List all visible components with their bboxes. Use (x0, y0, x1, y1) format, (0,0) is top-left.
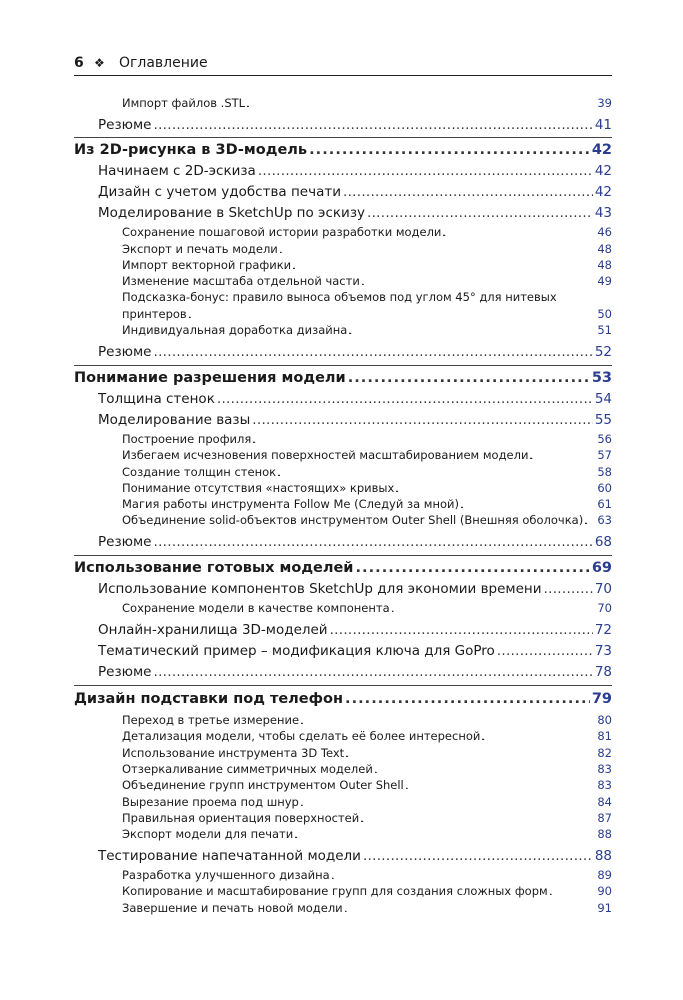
toc-title: Использование компонентов SketchUp для экономии времени (98, 581, 542, 597)
toc-title: Экспорт и печать модели (122, 242, 278, 256)
dot-leader (355, 560, 589, 576)
dot-leader (309, 142, 590, 158)
dot-leader (363, 848, 593, 864)
toc-page: 42 (594, 163, 612, 179)
toc-page: 48 (597, 258, 612, 272)
toc-title: Резюме (98, 344, 152, 360)
toc-page: 53 (591, 370, 612, 386)
toc-page: 63 (597, 513, 612, 527)
dot-leader (392, 601, 596, 615)
running-title: Оглавление (119, 55, 208, 71)
toc-title: Сохранение модели в качестве компонента (122, 601, 390, 615)
toc-page: 69 (591, 560, 612, 576)
toc-page: 39 (597, 96, 612, 110)
toc-page: 54 (594, 391, 612, 407)
dot-leader (332, 868, 596, 882)
toc-title: Резюме (98, 534, 152, 550)
toc-entry[interactable] (98, 664, 612, 682)
dot-leader (345, 691, 590, 707)
toc-entry[interactable] (122, 884, 612, 902)
toc-title: Объединение групп инструментом Outer Shell (122, 778, 404, 792)
dot-leader (301, 713, 595, 727)
chapter-rule (74, 685, 612, 686)
toc-chapter[interactable] (74, 142, 612, 160)
dot-leader (295, 827, 595, 841)
dot-leader (153, 534, 592, 550)
toc-entry[interactable] (98, 184, 612, 202)
toc-title: Объединение solid-объектов инструментом Outer Shell (Внешняя оболочка) (122, 513, 584, 527)
toc-entry[interactable] (98, 117, 612, 135)
page-number: 6 (74, 55, 84, 71)
toc-entry[interactable] (122, 225, 612, 243)
toc-entry[interactable] (98, 848, 612, 866)
toc-title: Из 2D-рисунка в 3D-модель (74, 142, 308, 158)
dot-leader (293, 258, 595, 272)
toc-title: Завершение и печать новой модели (122, 901, 343, 915)
toc-page: 90 (597, 884, 612, 898)
toc-title: Понимание разрешения модели (74, 370, 346, 386)
toc-entry[interactable] (98, 534, 612, 552)
toc-page: 68 (594, 534, 612, 550)
dot-leader (217, 391, 593, 407)
toc-entry[interactable] (122, 601, 612, 619)
dot-leader (253, 432, 595, 446)
toc-page: 42 (591, 142, 612, 158)
dot-leader (278, 465, 595, 479)
toc-title: Сохранение пошаговой истории разработки модели (122, 225, 442, 239)
toc-title: Дизайн подставки под телефон (74, 691, 344, 707)
toc-page: 79 (591, 691, 612, 707)
toc-title: Индивидуальная доработка дизайна (122, 323, 348, 337)
header-rule (74, 75, 612, 76)
toc-entry[interactable] (98, 581, 612, 599)
toc-entry[interactable] (122, 778, 612, 796)
toc-title: Разработка улучшенного дизайна (122, 868, 330, 882)
dot-leader (153, 344, 592, 360)
dot-leader (343, 184, 593, 200)
toc-title: Магия работы инструмента Follow Me (Следуй за мной) (122, 497, 459, 511)
toc-title: Переход в третье измерение (122, 713, 300, 727)
toc-page: 70 (594, 581, 612, 597)
dot-leader (280, 242, 596, 256)
dot-leader (396, 481, 595, 495)
toc-page: 88 (594, 848, 612, 864)
dot-leader (345, 901, 596, 915)
toc-entry[interactable] (98, 163, 612, 181)
toc-title: Импорт файлов .STL (122, 96, 246, 110)
toc-title: Подсказка-бонус: правило выноса объемов под углом 45° для нитевых (122, 290, 557, 304)
toc-entry[interactable] (122, 96, 612, 114)
toc-title: Резюме (98, 664, 152, 680)
toc-page: 43 (594, 205, 612, 221)
toc-entry[interactable] (98, 391, 612, 409)
toc-page: 72 (594, 622, 612, 638)
toc-title: Онлайн-хранилища 3D-моделей (98, 622, 328, 638)
dot-leader (530, 448, 595, 462)
dot-leader (544, 581, 593, 597)
toc-entry[interactable] (98, 643, 612, 661)
toc-page: 80 (597, 713, 612, 727)
toc-title: Правильная ориентация поверхностей (122, 811, 360, 825)
chapter-rule (74, 365, 612, 366)
toc-title: Изменение масштаба отдельной части (122, 274, 360, 288)
toc-title: Копирование и масштабирование групп для создания сложных форм (122, 884, 548, 898)
dot-leader (375, 762, 596, 776)
dot-leader (361, 811, 595, 825)
dot-leader (258, 163, 593, 179)
dot-leader (153, 117, 592, 133)
dot-leader (497, 643, 593, 659)
dot-leader (189, 307, 596, 321)
dot-leader (367, 205, 593, 221)
toc-page: 88 (597, 827, 612, 841)
dot-leader (153, 664, 592, 680)
toc-page: 55 (594, 412, 612, 428)
toc-page: 73 (594, 643, 612, 659)
toc-entry[interactable] (122, 448, 612, 466)
chapter-rule (74, 137, 612, 138)
dot-leader (406, 778, 596, 792)
toc-page: 83 (597, 762, 612, 776)
toc-title: Толщина стенок (98, 391, 215, 407)
toc-page: 49 (597, 274, 612, 288)
toc-entry[interactable] (122, 323, 612, 341)
toc-chapter[interactable] (74, 560, 612, 578)
toc-chapter[interactable] (74, 691, 612, 709)
toc-title: Импорт векторной графики (122, 258, 292, 272)
toc-title: Понимание отсутствия «настоящих» кривых (122, 481, 395, 495)
running-header (74, 51, 612, 75)
toc-entry[interactable] (98, 344, 612, 362)
toc-title: Экспорт модели для печати (122, 827, 294, 841)
toc-page: 78 (594, 664, 612, 680)
toc-page: 41 (594, 117, 612, 133)
toc-title: Отзеркаливание симметричных моделей (122, 762, 373, 776)
dot-leader (247, 96, 595, 110)
dot-leader (443, 225, 595, 239)
toc-title: Детализация модели, чтобы сделать её более интересной (122, 729, 481, 743)
dot-leader (348, 370, 590, 386)
toc-title: Избегаем исчезновения поверхностей масштабированием модели (122, 448, 529, 462)
toc-title: Тематический пример – модификация ключа для GoPro (98, 643, 495, 659)
toc-entry[interactable] (98, 622, 612, 640)
toc-page: 84 (597, 795, 612, 809)
toc-entry[interactable] (122, 827, 612, 845)
toc-page: 56 (597, 432, 612, 446)
toc-title: Моделирование в SketchUp по эскизу (98, 205, 365, 221)
toc-title: Моделирование вазы (98, 412, 251, 428)
toc-title: Дизайн с учетом удобства печати (98, 184, 341, 200)
toc-page: 82 (597, 746, 612, 760)
dot-leader (482, 729, 595, 743)
toc-title: Создание толщин стенок (122, 465, 277, 479)
toc-title: Начинаем с 2D-эскиза (98, 163, 256, 179)
toc-page: 58 (597, 465, 612, 479)
toc-title: Резюме (98, 117, 152, 133)
toc-page: 42 (594, 184, 612, 200)
dot-leader (362, 274, 596, 288)
toc-page: 70 (597, 601, 612, 615)
dot-leader (461, 497, 595, 511)
dot-leader (330, 622, 593, 638)
toc-title: Вырезание проема под шнур (122, 795, 299, 809)
toc-entry[interactable] (98, 412, 612, 430)
dot-leader (301, 795, 596, 809)
dot-leader (346, 746, 595, 760)
dot-leader (349, 323, 595, 337)
toc-title: Тестирование напечатанной модели (98, 848, 361, 864)
toc-entry[interactable] (98, 205, 612, 223)
toc-title: Использование готовых моделей (74, 560, 354, 576)
toc-page: 46 (597, 225, 612, 239)
toc-entry[interactable] (122, 901, 612, 919)
toc-entry[interactable] (122, 729, 612, 747)
toc-page: 61 (597, 497, 612, 511)
toc-page: 60 (597, 481, 612, 495)
toc-page: 91 (597, 901, 612, 915)
toc-page: 57 (597, 448, 612, 462)
toc-chapter[interactable] (74, 370, 612, 388)
toc-entry[interactable] (122, 513, 612, 531)
toc-page: 48 (597, 242, 612, 256)
toc-page: 83 (597, 778, 612, 792)
toc-page: 52 (594, 344, 612, 360)
toc-title-continued: принтеров (122, 307, 187, 321)
toc-page: 89 (597, 868, 612, 882)
toc-title: Использование инструмента 3D Text (122, 746, 345, 760)
diamond-icon: ❖ (94, 56, 105, 70)
dot-leader (252, 412, 593, 428)
toc-page: 81 (597, 729, 612, 743)
toc-page: 50 (597, 307, 612, 321)
toc-title: Построение профиля (122, 432, 252, 446)
dot-leader (550, 884, 596, 898)
dot-leader (585, 513, 595, 527)
chapter-rule (74, 555, 612, 556)
toc-entry[interactable] (122, 290, 612, 321)
toc-page: 51 (597, 323, 612, 337)
toc-page: 87 (597, 811, 612, 825)
